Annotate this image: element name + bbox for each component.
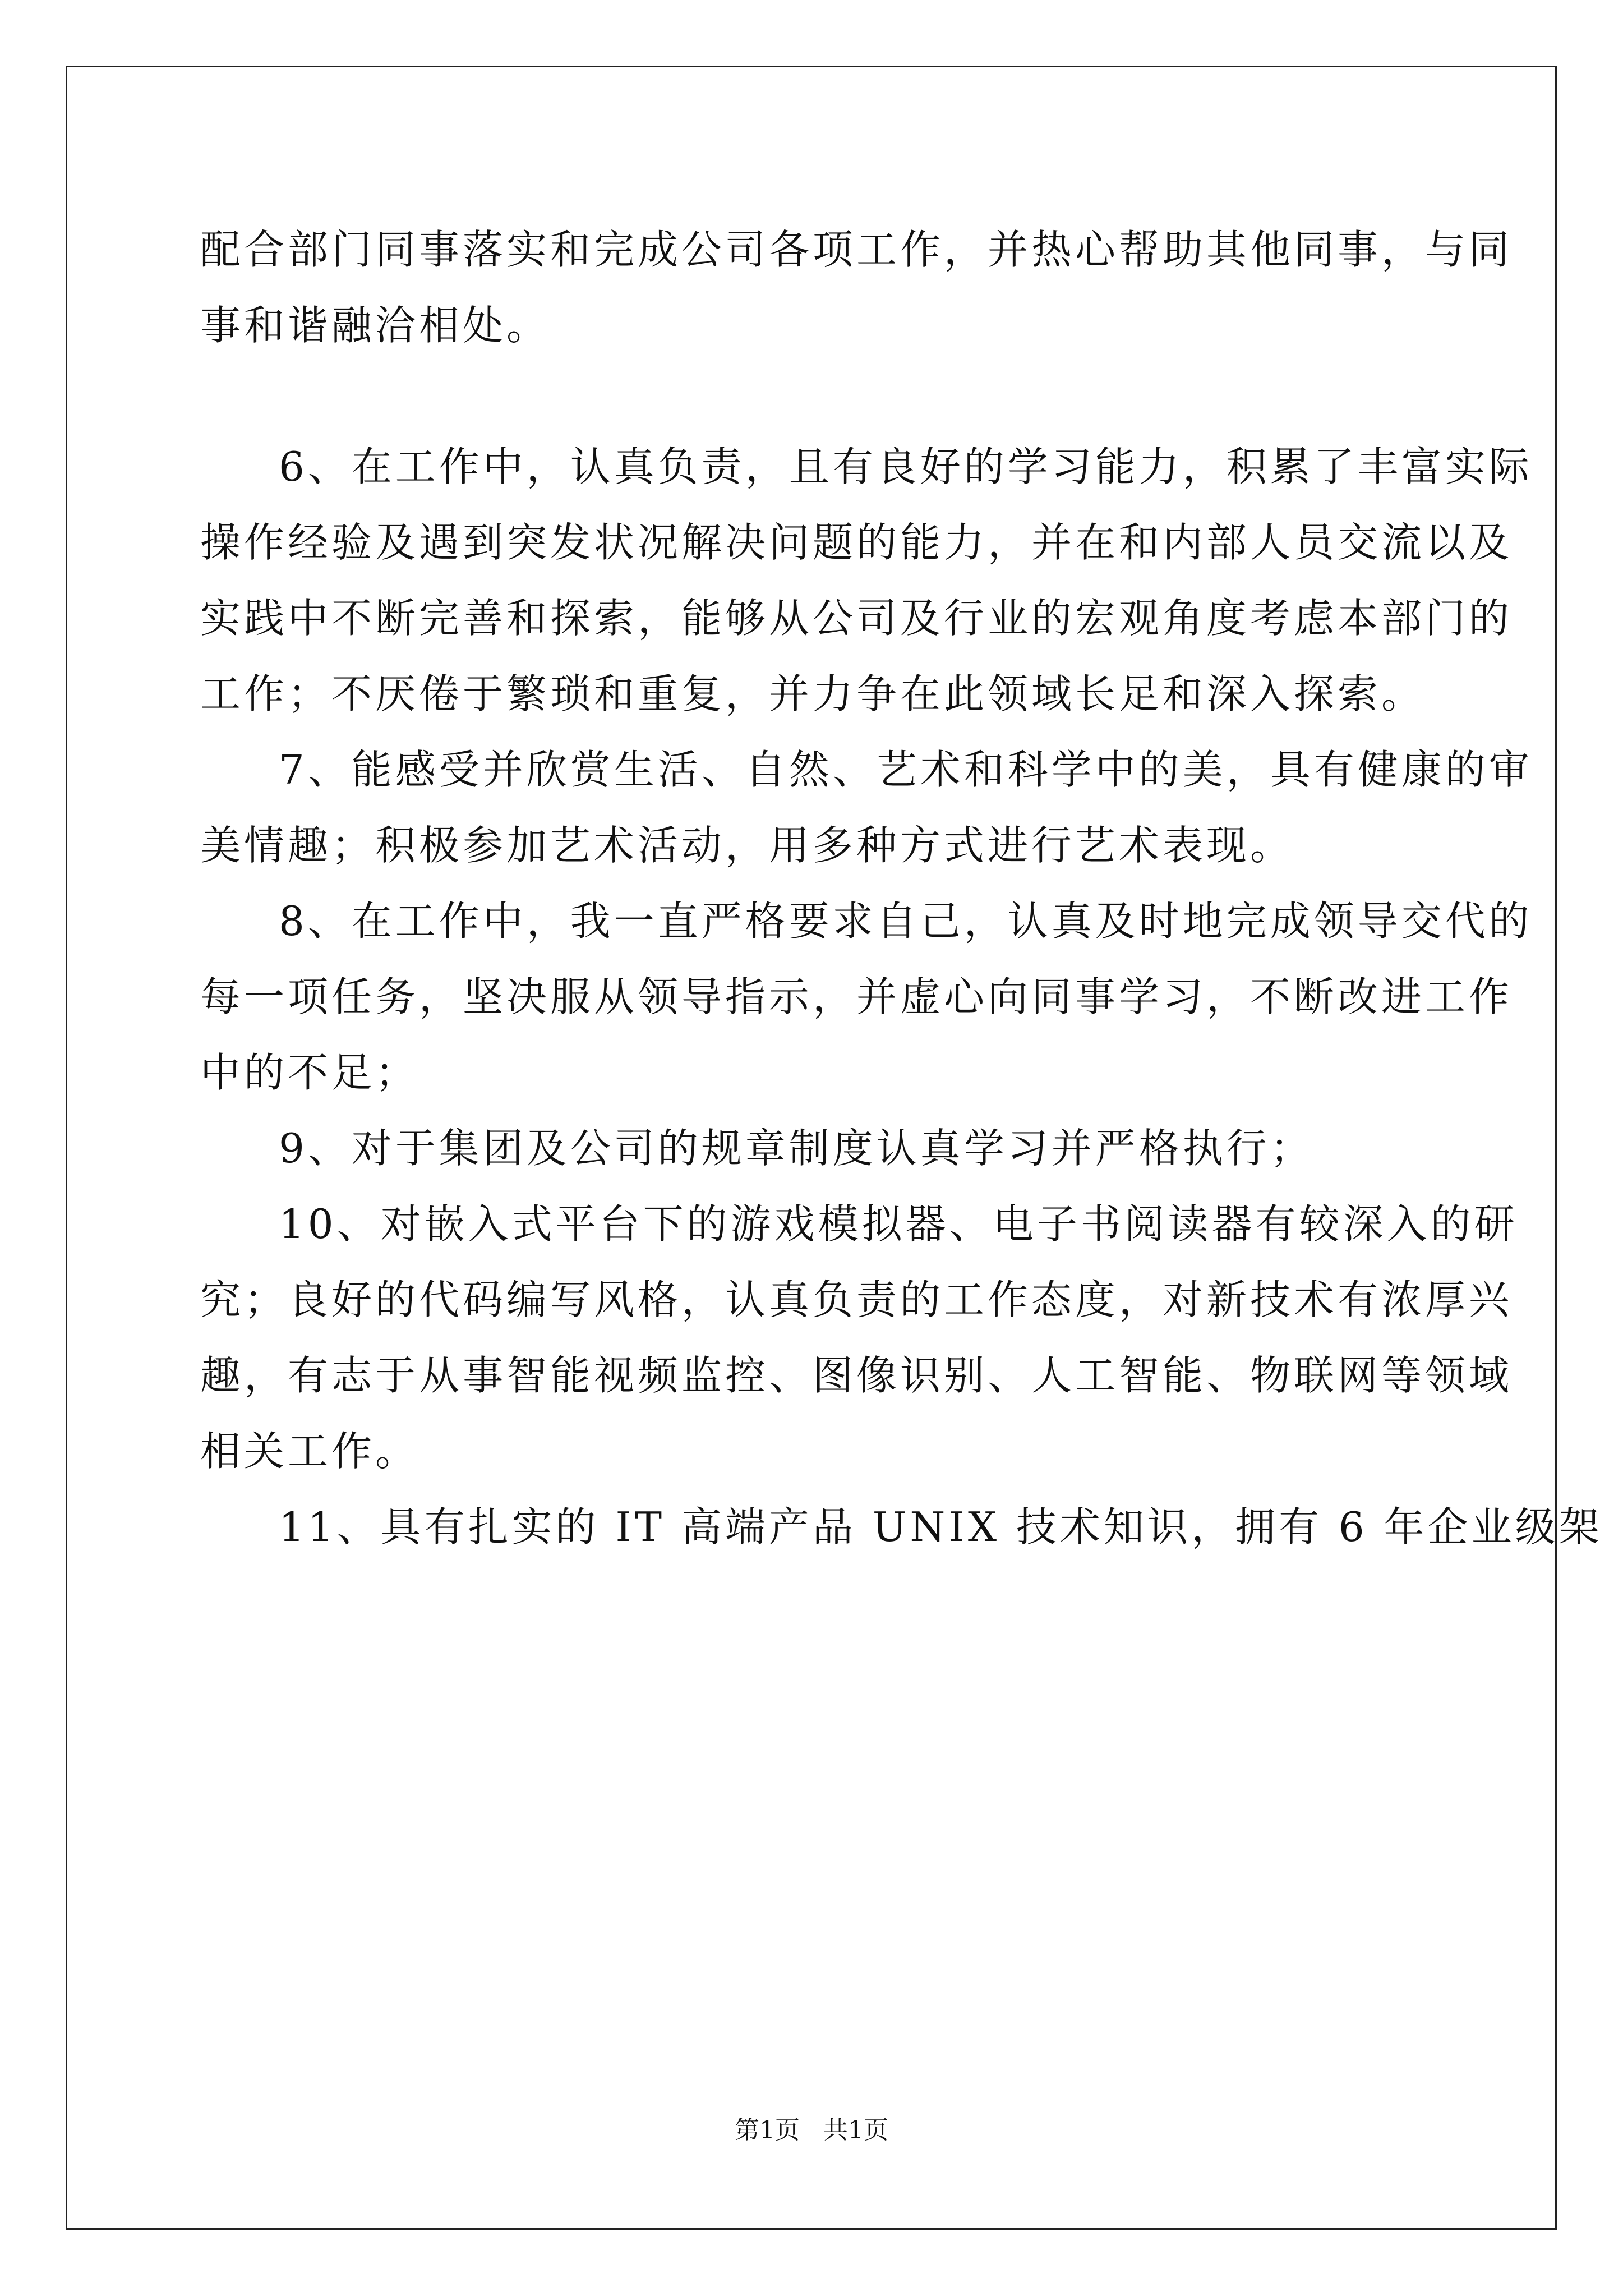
paragraph-8-start: 8、在工作中，我一直严格要求自己，认真及时地完成领导交代的 — [279, 898, 1533, 945]
text-line: 中的不足； — [200, 1049, 419, 1096]
paragraph-6-start: 6、在工作中，认真负责，且有良好的学习能力，积累了丰富实际 — [279, 443, 1533, 490]
text-line: 事和谐融洽相处。 — [200, 302, 551, 349]
paragraph-7-start: 7、能感受并欣赏生活、自然、艺术和科学中的美，具有健康的审 — [279, 746, 1533, 793]
text-line: 美情趣；积极参加艺术活动，用多种方式进行艺术表现。 — [200, 822, 1294, 869]
text-line: 趣，有志于从事智能视频监控、图像识别、人工智能、物联网等领域 — [200, 1352, 1513, 1399]
paragraph-10-start: 10、对嵌入式平台下的游戏模拟器、电子书阅读器有较深入的研 — [279, 1200, 1518, 1248]
text-line: 操作经验及遇到突发状况解决问题的能力，并在和内部人员交流以及 — [200, 519, 1513, 566]
page-footer: 第1页 共1页 — [735, 2116, 888, 2145]
paragraph-9: 9、对于集团及公司的规章制度认真学习并严格执行； — [279, 1125, 1314, 1172]
text-line: 究；良好的代码编写风格，认真负责的工作态度，对新技术有浓厚兴 — [200, 1276, 1513, 1323]
text-line: 相关工作。 — [200, 1428, 419, 1475]
paragraph-11-start: 11、具有扎实的 IT 高端产品 UNIX 技术知识，拥有 6 年企业级架 — [279, 1503, 1603, 1550]
text-line: 实践中不断完善和探索，能够从公司及行业的宏观角度考虑本部门的 — [200, 595, 1513, 642]
text-line: 工作；不厌倦于繁琐和重复，并力争在此领域长足和深入探索。 — [200, 670, 1426, 717]
text-line: 配合部门同事落实和完成公司各项工作，并热心帮助其他同事，与同 — [200, 226, 1513, 273]
text-line: 每一项任务，坚决服从领导指示，并虚心向同事学习，不断改进工作 — [200, 973, 1513, 1020]
